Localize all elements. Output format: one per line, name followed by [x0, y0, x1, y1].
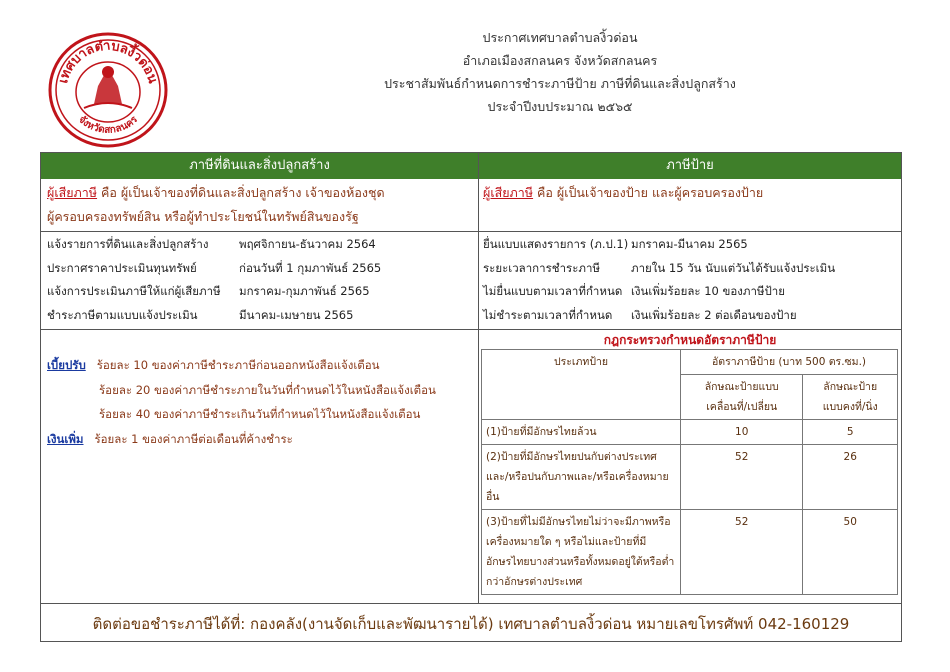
table-row [482, 510, 898, 595]
schedule-row: ชำระภาษีตามแบบแจ้งประเมิน มีนาคม-เมษายน 2565 [47, 307, 354, 322]
header-line-4: ประจำปีงบประมาณ ๒๕๖๕ [487, 99, 633, 114]
svg-text:เทศบาลตำบลงิ้วด่อน: เทศบาลตำบลงิ้วด่อน [56, 38, 160, 86]
sign-rate-table [481, 349, 898, 595]
fine-keyword: เบี้ยปรับ [47, 358, 86, 372]
svg-text:จังหวัดสกลนคร: จังหวัดสกลนคร [76, 114, 140, 136]
surcharge-rule: ร้อยละ 1 ของค่าภาษีต่อเดือนที่ค้างชำระ [94, 431, 293, 446]
header-line-2: อำเภอเมืองสกลนคร จังหวัดสกลนคร [462, 53, 658, 68]
definition-text-2: ผู้ครอบครองทรัพย์สิน หรือผู้ทำประโยชน์ในทรัพย์สินของรัฐ [47, 209, 359, 224]
fine-rule-1: ร้อยละ 10 ของค่าภาษีชำระภาษีก่อนออกหนังสือแจ้งเตือน [96, 358, 380, 372]
schedule-row: ประกาศราคาประเมินทุนทรัพย์ ก่อนวันที่ 1 กุมภาพันธ์ 2565 [47, 260, 382, 275]
surcharge-keyword: เงินเพิ่ม [47, 431, 84, 446]
moving-rate-cell: 10 [681, 420, 803, 445]
fixed-rate-cell: 26 [803, 445, 898, 510]
sign-tax-title-bar: ภาษีป้าย [479, 153, 901, 179]
sign-rate-title: กฎกระทรวงกำหนดอัตราภาษีป้าย [603, 333, 777, 347]
schedule-row: ระยะเวลาการชำระภาษี ภายใน 15 วัน นับแต่วันได้รับแจ้งประเมิน [483, 260, 836, 275]
table-row [482, 420, 898, 445]
moving-rate-cell: 52 [681, 445, 803, 510]
sign-type-cell: (2)ป้ายที่มีอักษรไทยปนกับต่างประเทศ และ/หรือปนกับภาพและ/หรือเครื่องหมาย อื่น [482, 445, 681, 510]
table-row [482, 445, 898, 510]
fixed-rate-cell: 50 [803, 510, 898, 595]
definition-text: คือ ผู้เป็นเจ้าของป้าย และผู้ครอบครองป้าย [533, 185, 764, 200]
sign-tax-definition [483, 181, 763, 205]
col-rate: อัตราภาษีป้าย (บาท 500 ตร.ซม.) [681, 350, 898, 375]
column-divider [478, 153, 479, 331]
schedule-row: ยื่นแบบแสดงรายการ (ภ.ป.1) มกราคม-มีนาคม 2565 [483, 237, 748, 251]
col-sign-type: ประเภทป้าย [482, 350, 681, 420]
announcement-header [230, 26, 890, 118]
table-header-row [482, 350, 898, 375]
footer-divider [41, 603, 901, 604]
fine-rule-3: ร้อยละ 40 ของค่าภาษีชำระเกินวันที่กำหนดไว้ในหนังสือแจ้งเตือน [99, 407, 421, 421]
sign-tax-schedule [483, 233, 835, 327]
land-tax-title-bar: ภาษีที่ดินและสิ่งปลูกสร้าง [41, 153, 478, 179]
col-fixed: ลักษณะป้าย แบบคงที่/นิ่ง [803, 375, 898, 420]
header-line-1: ประกาศเทศบาลตำบลงิ้วด่อน [482, 30, 638, 45]
taxpayer-keyword: ผู้เสียภาษี [47, 185, 98, 200]
definition-text: คือ ผู้เป็นเจ้าของที่ดินและสิ่งปลูกสร้าง เจ้าของห้องชุด [97, 185, 385, 200]
row-divider-1 [41, 231, 901, 232]
sign-type-cell: (1)ป้ายที่มีอักษรไทยล้วน [482, 420, 681, 445]
col-moving: ลักษณะป้ายแบบ เคลื่อนที่/เปลี่ยน [681, 375, 803, 420]
column-divider-lower [478, 331, 479, 603]
header-line-3: ประชาสัมพันธ์กำหนดการชำระภาษีป้าย ภาษีที่ดินและสิ่งปลูกสร้าง [384, 76, 736, 91]
penalty-section [47, 353, 436, 451]
fixed-rate-cell: 5 [803, 420, 898, 445]
land-tax-definition [47, 181, 385, 229]
moving-rate-cell: 52 [681, 510, 803, 595]
tax-info-panel [40, 152, 902, 642]
taxpayer-keyword: ผู้เสียภาษี [483, 185, 534, 200]
schedule-row: ไม่ชำระตามเวลาที่กำหนด เงินเพิ่มร้อยละ 2 ต่อเดือนของป้าย [483, 307, 797, 322]
sign-type-cell: (3)ป้ายที่ไม่มีอักษรไทยไม่ว่าจะมีภาพหรือ เครื่องหมายใด ๆ หรือไม่และป้ายที่มี อักษรไทยบางส่วนหรือทั้งหมดอยู่ใต้หรือต่ำ กว่าอักษรต่างประเทศ [482, 510, 681, 595]
land-tax-schedule [47, 233, 381, 327]
schedule-row: แจ้งการประเมินภาษีให้แก่ผู้เสียภาษี มกราคม-กุมภาพันธ์ 2565 [47, 284, 370, 299]
fine-rule-2: ร้อยละ 20 ของค่าภาษีชำระภายในวันที่กำหนดไว้ในหนังสือแจ้งเตือน [99, 382, 436, 397]
contact-footer: ติดต่อขอชำระภาษีได้ที่: กองคลัง(งานจัดเก็บและพัฒนารายได้) เทศบาลตำบลงิ้วด่อน หมายเลขโทรศัพท์ 042-160129 [92, 615, 850, 633]
schedule-row: แจ้งรายการที่ดินและสิ่งปลูกสร้าง พฤศจิกายน-ธันวาคม 2564 [47, 237, 376, 251]
row-divider-2 [41, 329, 901, 330]
schedule-row: ไม่ยื่นแบบตามเวลาที่กำหนด เงินเพิ่มร้อยละ 10 ของภาษีป้าย [483, 284, 785, 299]
municipality-seal-logo [44, 28, 172, 152]
